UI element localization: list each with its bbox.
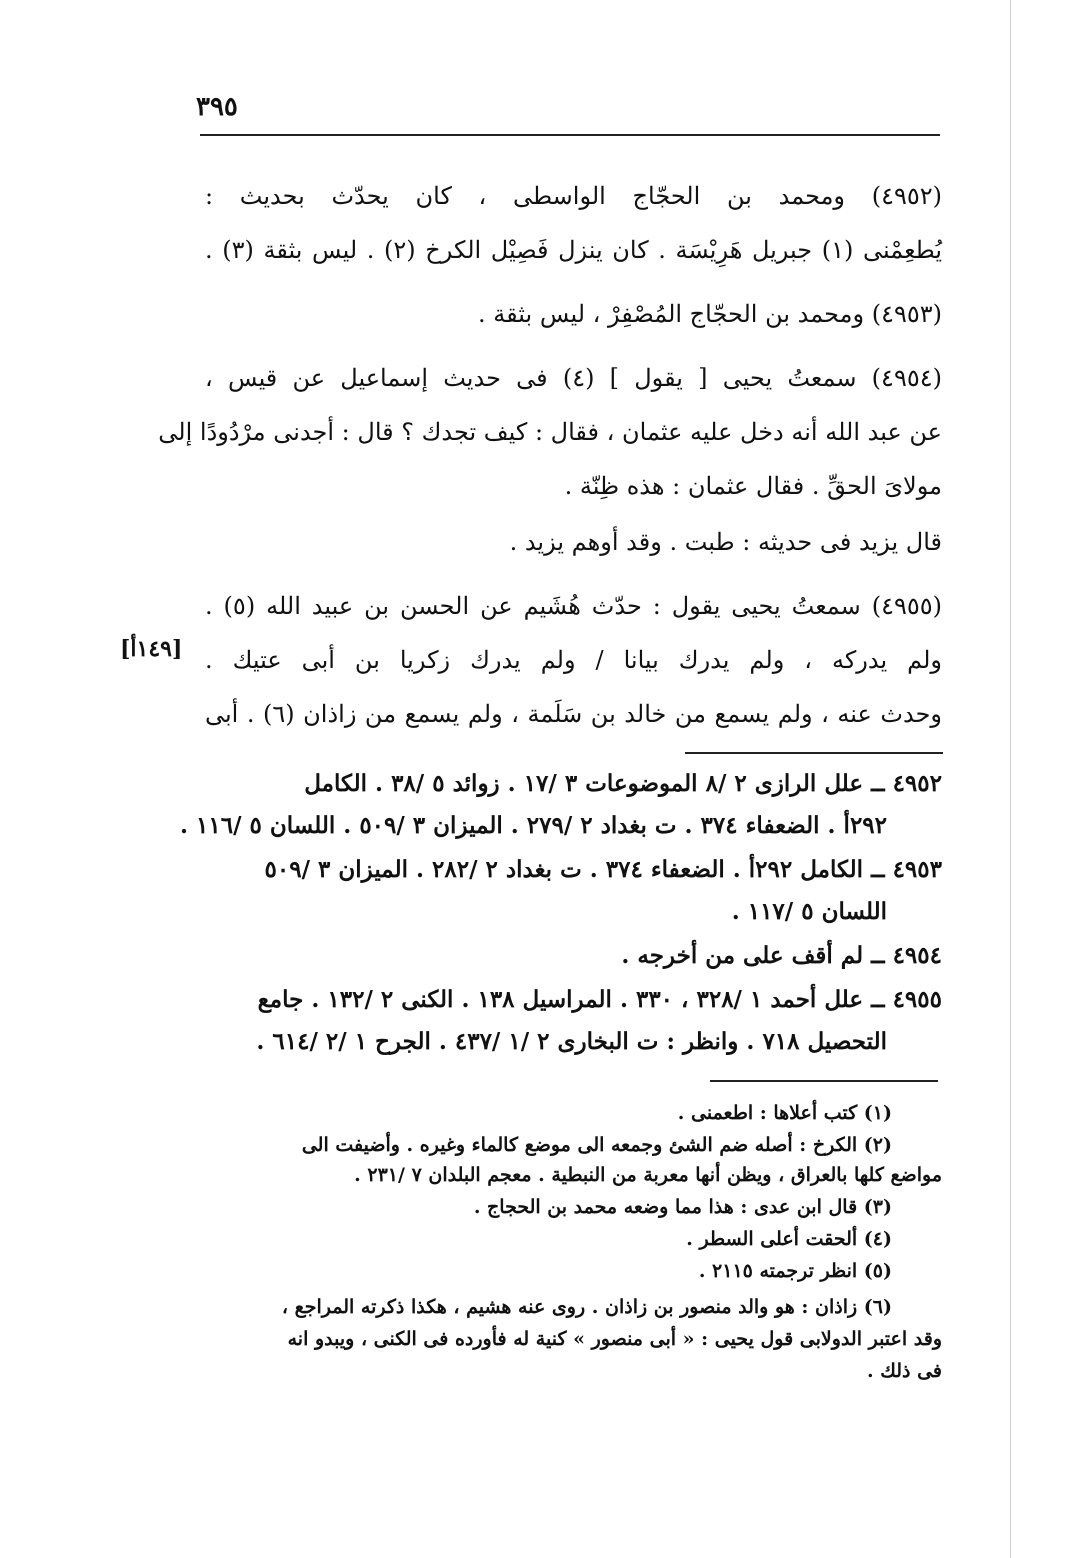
main-text-line: قال يزيد فى حديثه : طبت . وقد أوهم يزيد . bbox=[509, 528, 942, 556]
footnote-line: (٦) زاذان : هو والد منصور بن زاذان . روى عنه هشيم ، هكذا ذكرته المراجع ، bbox=[281, 1296, 892, 1318]
reference-line: التحصيل ٧١٨ . وانظر : ت البخارى ٢ /١ /٤٣٧ . الجرح ١ /٢ /٦١٤ . bbox=[256, 1028, 887, 1055]
main-text-line: وحدث عنه ، ولم يسمع من خالد بن سَلَمة ، ولم يسمع من زاذان (٦) . أبى bbox=[205, 700, 942, 728]
main-text-line: مولاىَ الحقِّ . فقال عثمان : هذه ظِنّة . bbox=[564, 472, 942, 500]
folio-margin-note: [١٤٩أ] bbox=[120, 636, 183, 662]
footnote-line: (٥) انظر ترجمته ٢١١٥ . bbox=[698, 1260, 892, 1282]
footnote-line: مواضع كلها بالعراق ، ويظن أنها معربة من النبطية . معجم البلدان ٧ /٢٣١ . bbox=[354, 1164, 942, 1186]
main-text-line: (٤٩٥٢) ومحمد بن الحجّاج الواسطى ، كان يحدّث بحديث : bbox=[205, 182, 942, 210]
reference-line: اللسان ٥ /١١٧ . bbox=[731, 898, 887, 925]
footnote-line: (٣) قال ابن عدى : هذا مما وضعه محمد بن الحجاج . bbox=[473, 1196, 892, 1218]
footnote-line: (٤) ألحقت أعلى السطر . bbox=[686, 1228, 892, 1250]
reference-line: ٤٩٥٥ ــ علل أحمد ١ /٣٢٨ ، ٣٣٠ . المراسيل ١٣٨ . الكنى ٢ /١٣٢ . جامع bbox=[257, 986, 942, 1013]
main-text-line: (٤٩٥٣) ومحمد بن الحجّاج المُصْفِرْ ، ليس بثقة . bbox=[478, 300, 942, 328]
page-number: ٣٩٥ bbox=[196, 92, 238, 122]
reference-line: ٤٩٥٢ ــ علل الرازى ٢ /٨ الموضوعات ٣ /١٧ . زوائد ٥ /٣٨ . الكامل bbox=[304, 770, 942, 797]
main-text-line: ولم يدركه ، ولم يدرك بيانا / ولم يدرك زكريا بن أبى عتيك . bbox=[205, 646, 942, 674]
reference-line: ٤٩٥٣ ــ الكامل ٢٩٢أ . الضعفاء ٣٧٤ . ت بغداد ٢ /٢٨٢ . الميزان ٣ /٥٠٩ bbox=[264, 856, 942, 883]
scan-edge-line bbox=[1010, 0, 1011, 1558]
main-text-line: (٤٩٥٤) سمعتُ يحيى [ يقول ] (٤) فى حديث إسماعيل عن قيس ، bbox=[205, 364, 942, 392]
footnotes-rule bbox=[710, 1080, 938, 1082]
main-text-line: عن عبد الله أنه دخل عليه عثمان ، فقال : كيف تجدك ؟ قال : أجدنى مرْدُودًا إلى bbox=[158, 418, 942, 446]
footnote-line: وقد اعتبر الدولابى قول يحيى : « أبى منصور » كنية له فأورده فى الكنى ، ويبدو انه bbox=[287, 1328, 942, 1350]
main-text-line: (٤٩٥٥) سمعتُ يحيى يقول : حدّث هُشَيم عن الحسن بن عبيد الله (٥) . bbox=[205, 592, 942, 620]
reference-line: ٤٩٥٤ ــ لم أقف على من أخرجه . bbox=[621, 942, 942, 969]
reference-line: ٢٩٢أ . الضعفاء ٣٧٤ . ت بغداد ٢ /٢٧٩ . الميزان ٣ /٥٠٩ . اللسان ٥ /١١٦ . bbox=[179, 812, 887, 839]
references-rule bbox=[685, 752, 943, 754]
header-rule bbox=[200, 134, 940, 136]
footnote-line: (٢) الكرخ : أصله ضم الشئ وجمعه الى موضع كالماء وغيره . وأضيفت الى bbox=[301, 1134, 892, 1156]
main-text-line: يُطعِمْنى (١) جبريل هَرِيْسَة . كان ينزل فَصِيْل الكرخ (٢) . ليس بثقة (٣) . bbox=[205, 236, 943, 264]
footnote-line: فى ذلك . bbox=[866, 1360, 942, 1382]
footnote-line: (١) كتب أعلاها : اطعمنى . bbox=[677, 1102, 892, 1124]
